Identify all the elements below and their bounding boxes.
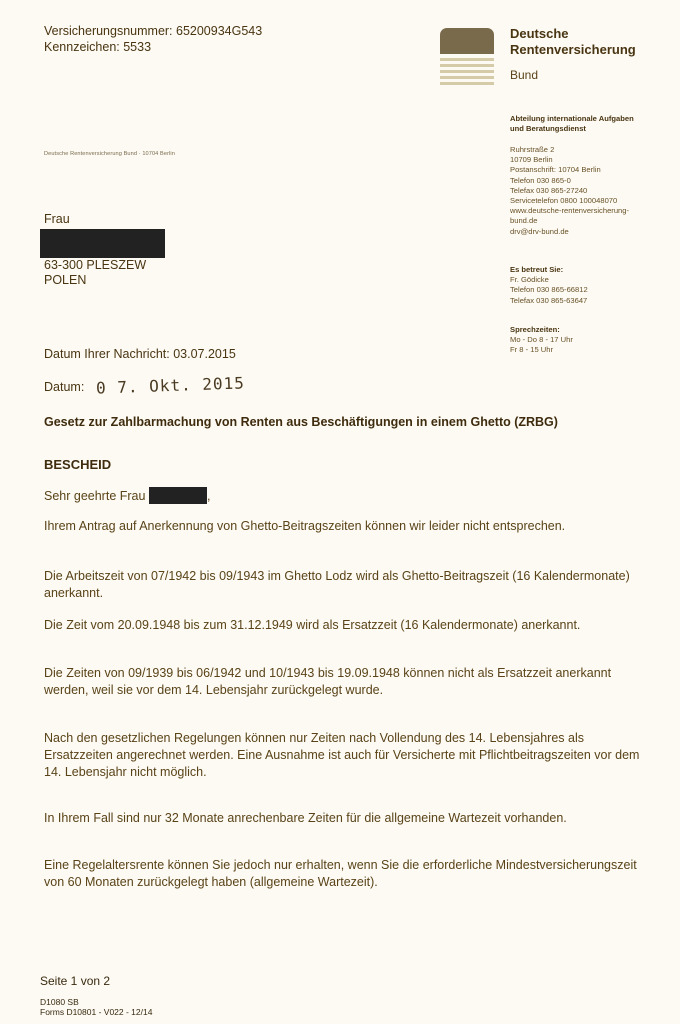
recipient-salutation: Frau: [44, 212, 70, 226]
paragraph-4: Die Zeiten von 09/1939 bis 06/1942 und 10/1943 bis 19.09.1948 können nicht als Ersatzzeit anerkannt werden, weil sie vor dem 14. Lebensjahr zurückgelegt wurde.: [44, 666, 612, 697]
form-code: D1080 SB Forms D10801 - V022 - 12/14: [40, 997, 153, 1017]
paragraph-2: Die Arbeitszeit von 07/1942 bis 09/1943 im Ghetto Lodz wird als Ghetto-Beitragszeit (16 Kalendermonate) anerkannt.: [44, 569, 630, 600]
sidebar-address: Ruhrstraße 2 10709 Berlin Postanschrift: 10704 Berlin Telefon 030 865-0 Telefax 030 865-27240 Servicetelefon 0800 100048070 www.deutsche-rentenversicherung- bund.de drv@drv-bund.de: [510, 145, 630, 236]
insurance-number: Versicherungsnummer: 65200934G543: [44, 24, 263, 38]
greeting: Sehr geehrte Frau ,: [44, 489, 211, 503]
date-label: Datum:: [44, 380, 85, 394]
date-stamp: 0 7. Okt. 2015: [95, 373, 246, 398]
redacted-greeting-name: [149, 487, 207, 504]
paragraph-6: In Ihrem Fall sind nur 32 Monate anrechenbare Zeiten für die allgemeine Wartezeit vorhanden.: [44, 811, 567, 825]
organization-subname: Bund: [510, 68, 539, 82]
redacted-name: [40, 229, 165, 258]
sidebar-hours: Sprechzeiten: Mo - Do 8 - 17 Uhr Fr 8 - 15 Uhr: [510, 325, 573, 355]
sidebar-department: Abteilung internationale Aufgaben und Beratungsdienst: [510, 114, 634, 134]
reference-number: Kennzeichen: 5533: [44, 40, 152, 54]
recipient-country: POLEN: [44, 273, 87, 287]
paragraph-1: Ihrem Antrag auf Anerkennung von Ghetto-Beitragszeiten können wir leider nicht entsprechen.: [44, 519, 566, 533]
drv-logo: [440, 28, 494, 80]
paragraph-3: Die Zeit vom 20.09.1948 bis zum 31.12.1949 wird als Ersatzzeit (16 Kalendermonate) anerkannt.: [44, 618, 581, 632]
paragraph-5: Nach den gesetzlichen Regelungen können nur Zeiten nach Vollendung des 14. Lebensjahres als Ersatzzeiten angerechnet werden. Eine Ausnahme ist auch für Versicherte mit Pflichtbeitragszeiten vor dem 14. Lebensjahr nicht möglich.: [44, 731, 640, 779]
subject-line: Gesetz zur Zahlbarmachung von Renten aus Beschäftigungen in einem Ghetto (ZRBG): [44, 415, 558, 429]
recipient-city: 63-300 PLESZEW: [44, 258, 147, 272]
message-date: Datum Ihrer Nachricht: 03.07.2015: [44, 347, 236, 361]
document-type-heading: BESCHEID: [44, 457, 112, 472]
organization-name: Deutsche Rentenversicherung: [510, 26, 636, 57]
paragraph-7: Eine Regelaltersrente können Sie jedoch nur erhalten, wenn Sie die erforderliche Mindestversicherungszeit von 60 Monaten zurückgelegt haben (allgemeine Wartezeit).: [44, 858, 637, 889]
sender-return-address: Deutsche Rentenversicherung Bund · 10704 Berlin: [44, 151, 175, 157]
page-number: Seite 1 von 2: [40, 974, 111, 988]
sidebar-contact: Es betreut Sie: Fr. Gödicke Telefon 030 865-66812 Telefax 030 865-63647: [510, 265, 588, 305]
